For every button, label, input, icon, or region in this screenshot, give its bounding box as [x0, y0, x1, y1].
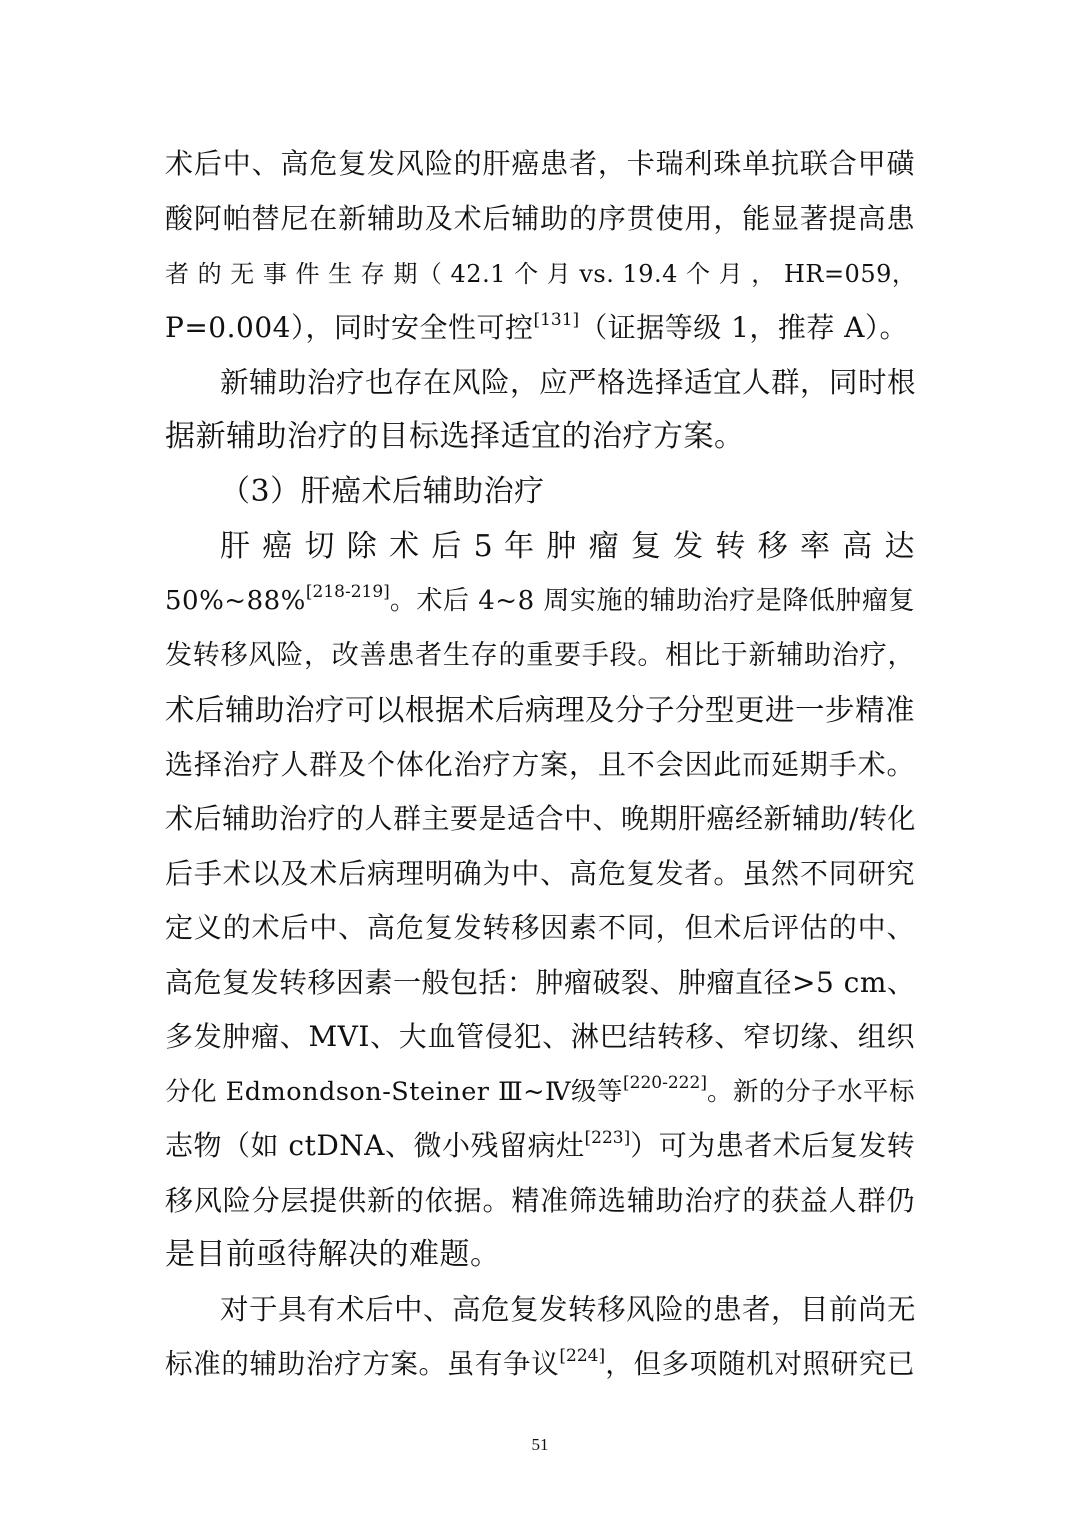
- text-line-13: 术后辅助治疗的人群主要是适合中、晚期肝癌经新辅助/转化: [165, 802, 916, 835]
- text-line-1: 术后中、高危复发风险的肝癌患者，卡瑞利珠单抗联合甲磺: [165, 147, 915, 180]
- text-line-5: 新辅助治疗也存在风险，应严格选择适宜人群，同时根: [220, 366, 917, 399]
- text-line-6: 据新辅助治疗的目标选择适宜的治疗方案。: [165, 419, 745, 454]
- text-line-15: 定义的术后中、高危复发转移因素不同，但术后评估的中、: [165, 911, 915, 944]
- text-line-11: 术后辅助治疗可以根据术后病理及分子分型更进一步精准: [165, 693, 916, 727]
- text-line-20: 移风险分层提供新的依据。精准筛选辅助治疗的获益人群仍: [165, 1184, 915, 1217]
- page-number: 51: [531, 1435, 549, 1454]
- citation-ref: [131]: [533, 310, 580, 330]
- text-line-21: 是目前亟待解决的难题。: [165, 1237, 501, 1272]
- section-heading: （3）肝癌术后辅助治疗: [220, 474, 545, 509]
- text-line-18: 分化 Edmondson-Steiner Ⅲ~Ⅳ级等[220-222]。新的分子水平标: [165, 1073, 915, 1107]
- text-line-3: 者 的 无 事 件 生 存 期（ 42.1 个 月 vs. 19.4 个 月 ， HR=059，: [165, 260, 917, 288]
- text-line-22: 对于具有术后中、高危复发转移风险的患者，目前尚无: [220, 1293, 917, 1326]
- text-line-16: 高危复发转移因素一般包括：肿瘤破裂、肿瘤直径>5 cm、: [165, 966, 916, 999]
- citation-ref: [218-219]: [305, 582, 390, 602]
- text-line-10: 发转移风险，改善患者生存的重要手段。相比于新辅助治疗，: [165, 640, 915, 671]
- text-line-8: 肝 癌 切 除 术 后 5 年 肿 瘤 复 发 转 移 率 高 达: [220, 529, 915, 564]
- text-line-12: 选择治疗人群及个体化治疗方案，且不会因此而延期手术。: [165, 748, 915, 781]
- text-line-19: 志物（如 ctDNA、微小残留病灶[223]）可为患者术后复发转: [165, 1128, 916, 1162]
- text-line-2: 酸阿帕替尼在新辅助及术后辅助的序贯使用，能显著提高患: [165, 202, 915, 235]
- citation-ref: [224]: [559, 1346, 606, 1366]
- citation-ref: [220-222]: [623, 1073, 707, 1093]
- text-line-17: 多发肿瘤、MVI、大血管侵犯、淋巴结转移、窄切缘、组织: [165, 1020, 915, 1053]
- text-line-9: 50%~88%[218-219]。术后 4~8 周实施的辅助治疗是降低肿瘤复: [165, 582, 915, 616]
- citation-ref: [223]: [584, 1128, 631, 1148]
- text-line-4: P=0.004），同时安全性可控[131]（证据等级 1，推荐 A）。: [165, 310, 909, 344]
- text-line-14: 后手术以及术后病理明确为中、高危复发者。虽然不同研究: [165, 857, 915, 890]
- text-line-23: 标准的辅助治疗方案。虽有争议[224]，但多项随机对照研究已: [165, 1346, 916, 1380]
